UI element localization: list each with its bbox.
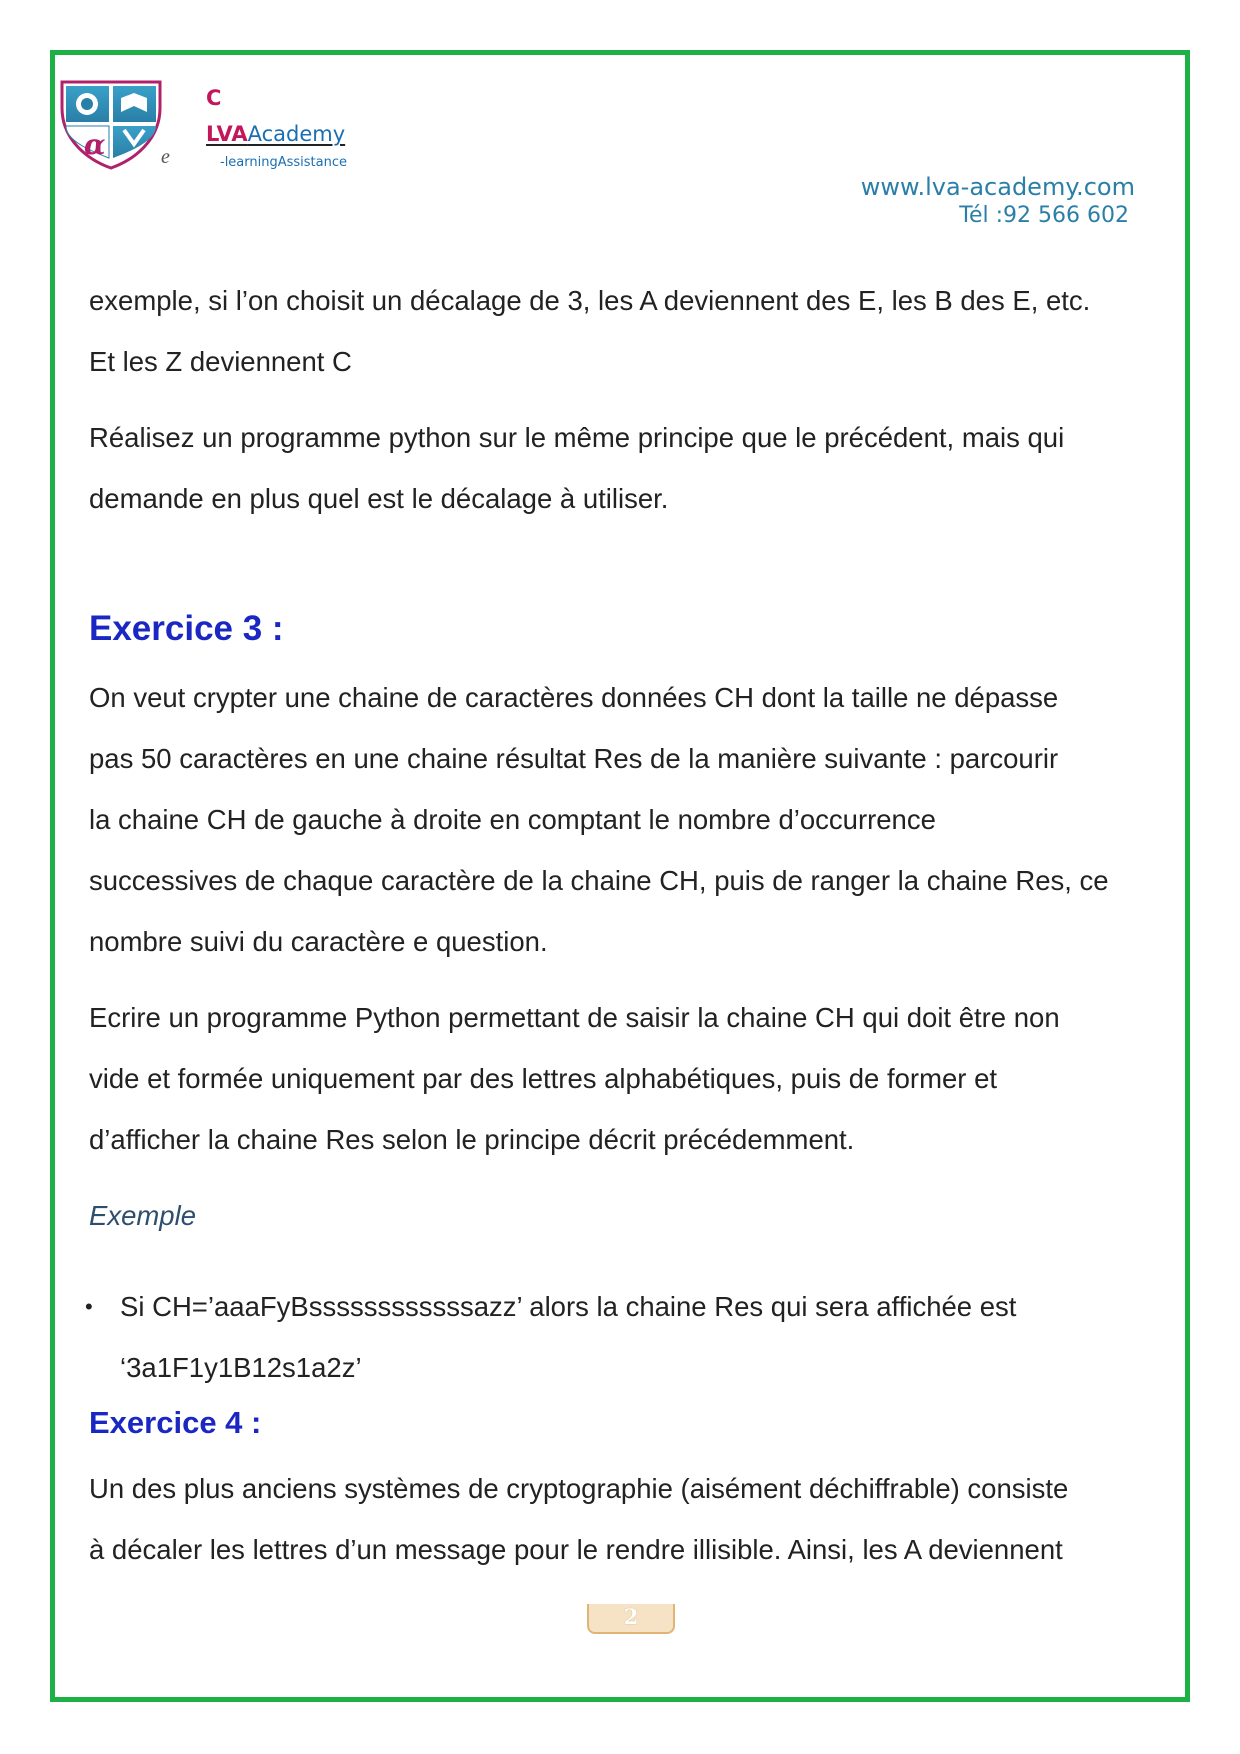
exercise-3-desc-line: la chaine CH de gauche à droite en comptant le nombre d’occurrence	[89, 804, 936, 835]
brand-tagline: -learningAssistance	[220, 155, 347, 170]
bullet-dot-icon: •	[85, 1294, 93, 1319]
exercise-3-task-line: vide et formée uniquement par des lettres alphabétiques, puis de former et	[89, 1063, 998, 1094]
website-link[interactable]: www.lva-academy.com	[860, 173, 1135, 201]
example-bullet	[85, 1276, 1179, 1398]
phone-number: Tél :92 566 602	[959, 203, 1129, 228]
exercise-3-task-line: Ecrire un programme Python permettant de saisir la chaine CH qui doit être non	[89, 1002, 1060, 1033]
example-line: Si CH=’aaaFyBssssssssssssazz’ alors la chaine Res qui sera affichée est	[120, 1291, 1017, 1322]
page-content	[85, 270, 1179, 1580]
brand-academy: Academy	[247, 122, 346, 146]
exercise-3-title: Exercice 3 :	[89, 609, 284, 648]
logo-e-letter: e	[161, 146, 170, 168]
intro-line: exemple, si l’on choisit un décalage de 3, les A deviennent des E, les B des E, etc.	[89, 285, 1091, 316]
exercise-4-desc-line: Un des plus anciens systèmes de cryptographie (aisément déchiffrable) consiste	[89, 1473, 1069, 1504]
brand-lva: LVA	[206, 122, 248, 146]
page-number: 2	[587, 1604, 675, 1634]
example-line: ‘3a1F1y1B12s1a2z’	[120, 1352, 362, 1383]
intro-line: Et les Z deviennent C	[89, 346, 352, 377]
exercise-3-desc-line: On veut crypter une chaine de caractères données CH dont la taille ne dépasse	[89, 682, 1059, 713]
exercise-3-desc-line: nombre suivi du caractère e question.	[89, 926, 548, 957]
example-label: Exemple	[89, 1200, 196, 1231]
intro-task-line: demande en plus quel est le décalage à utiliser.	[89, 483, 669, 514]
exercise-3-task-line: d’afficher la chaine Res selon le principe décrit précédemment.	[89, 1124, 855, 1155]
contact-info	[861, 172, 1135, 230]
lva-logo-icon	[58, 78, 164, 170]
logo-alpha-symbol: α	[84, 128, 106, 161]
brand-name	[206, 122, 345, 146]
exercise-3-desc-line: successives de chaque caractère de la chaine CH, puis de ranger la chaine Res, ce	[89, 865, 1109, 896]
brand-letter: C	[206, 86, 222, 110]
exercise-4-title: Exercice 4 :	[89, 1405, 262, 1440]
exercise-3-desc-line: pas 50 caractères en une chaine résultat Res de la manière suivante : parcourir	[89, 743, 1059, 774]
exercise-4-desc-line: à décaler les lettres d’un message pour le rendre illisible. Ainsi, les A deviennent	[89, 1534, 1063, 1565]
intro-task-line: Réalisez un programme python sur le même principe que le précédent, mais qui	[89, 422, 1065, 453]
